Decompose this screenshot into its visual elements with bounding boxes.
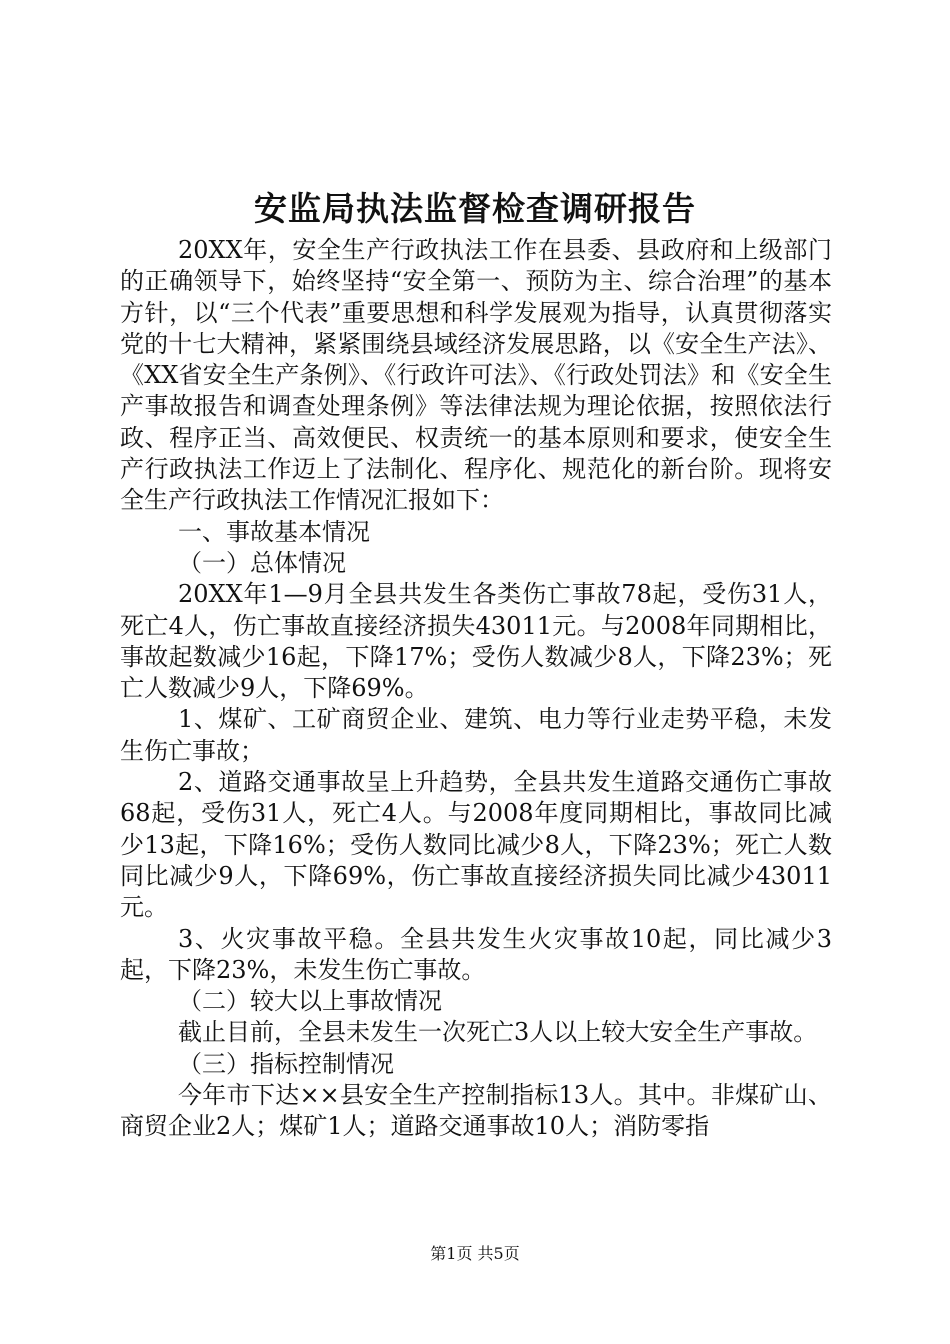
paragraph-major-accidents: 截止目前，全县未发生一次死亡3人以上较大安全生产事故。 [178,1018,818,1047]
paragraph-indicator-control: 今年市下达××县安全生产控制指标13人。其中。非煤矿山、商贸企业2人；煤矿1人；道路交通事故10人；消防零指 [120,1081,832,1141]
subheading-overall: （一）总体情况 [178,548,346,577]
paragraph-intro: 20XX年，安全生产行政执法工作在县委、县政府和上级部门的正确领导下，始终坚持“安全第一、预防为主、综合治理”的基本方针，以“三个代表”重要思想和科学发展观为指导，认真贯彻落实党的十七大精神，紧紧围绕县域经济发展思路，以《安全生产法》、《XX省安全生产条例》、《行政许可法》、《行政处罚法》和《安全生产事故报告和调查处理条例》等法律法规为理论依据，按照依法行政、程序正当、高效便民、权责统一的基本原则和要求，使安全生产行政执法工作迈上了法制化、程序化、规范化的新台阶。现将安全生产行政执法工作情况汇报如下： [120,236,832,515]
page-footer: 第1页 共5页 [430,1244,520,1263]
paragraph-item-2: 2、道路交通事故呈上升趋势，全县共发生道路交通伤亡事故68起，受伤31人，死亡4人。与2008年度同期相比，事故同比减少13起，下降16%；受伤人数同比减少8人，下降23%；死亡人数同比减少9人，下降69%，伤亡事故直接经济损失同比减少43011元。 [120,768,832,922]
subheading-indicator-control: （三）指标控制情况 [178,1049,394,1078]
document-title: 安监局执法监督检查调研报告 [254,189,696,228]
subheading-major-accidents: （二）较大以上事故情况 [178,987,442,1016]
paragraph-item-1: 1、煤矿、工矿商贸企业、建筑、电力等行业走势平稳，未发生伤亡事故； [120,705,832,765]
paragraph-item-3: 3、火灾事故平稳。全县共发生火灾事故10起，同比减少3起，下降23%，未发生伤亡事故。 [120,924,832,984]
paragraph-overall-stats: 20XX年1—9月全县共发生各类伤亡事故78起，受伤31人，死亡4人，伤亡事故直接经济损失43011元。与2008年同期相比，事故起数减少16起，下降17%；受伤人数减少8人，下降23%；死亡人数减少9人，下降69%。 [120,580,832,703]
section-heading-accidents: 一、事故基本情况 [178,517,370,546]
document-body [120,235,832,1143]
